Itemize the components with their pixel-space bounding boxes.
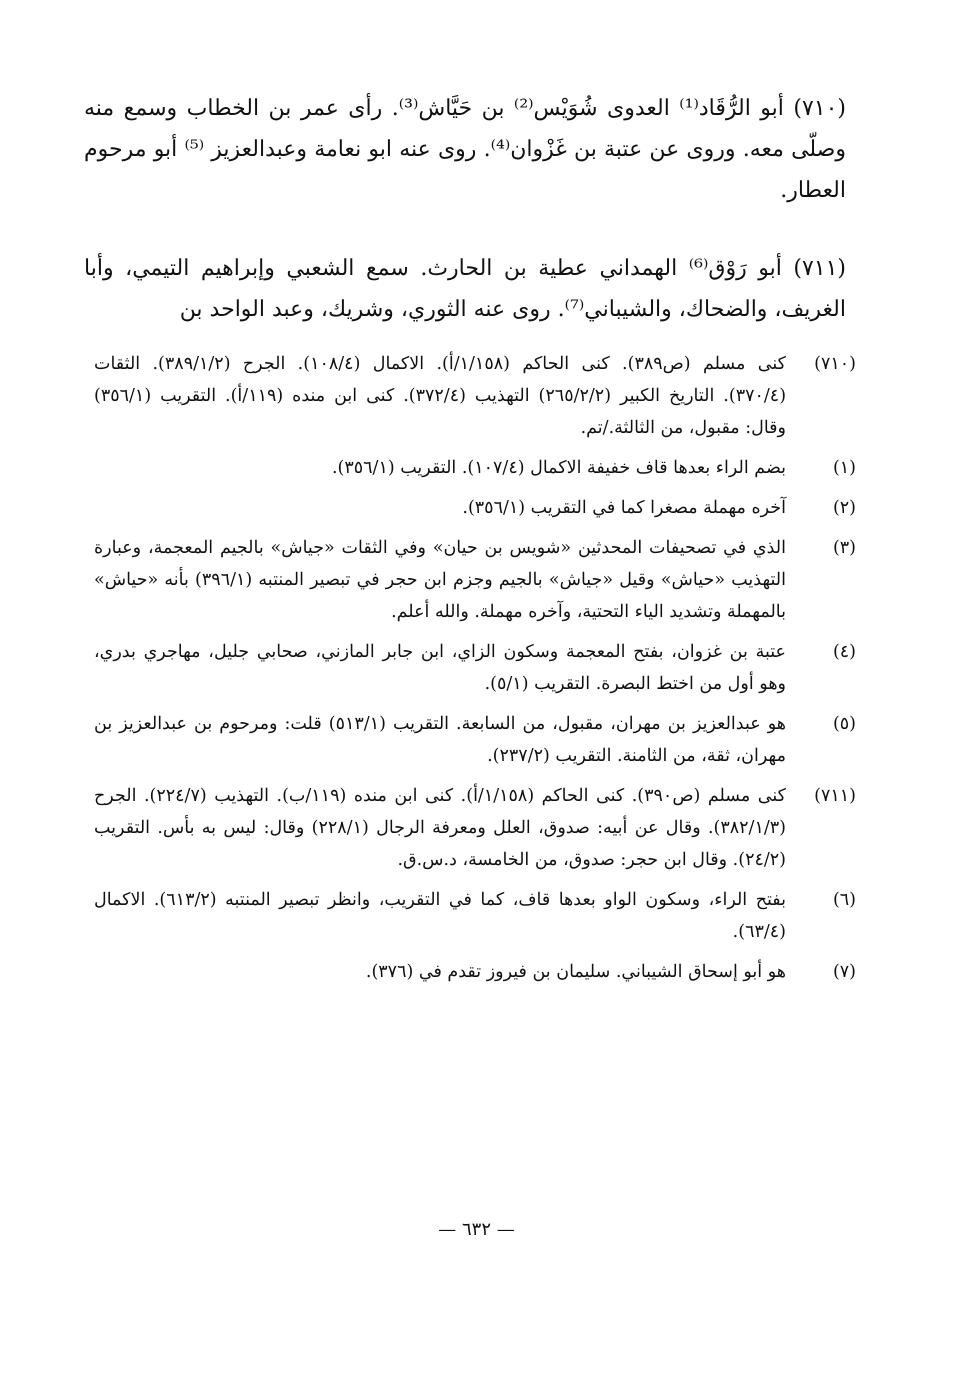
page-number: — ٦٣٢ — [438, 1219, 515, 1240]
footnote-number: (٤) [832, 642, 856, 662]
footnote-text: بفتح الراء، وسكون الواو بعدها قاف، كما في التقريب، وانظر تبصير المنتبه (٦١٣/٢). الاكمال (٦٣/٤). [94, 890, 786, 942]
footnote-text: كنى مسلم (ص٣٩٠). كنى الحاكم (١/١٥٨/أ). كنى ابن منده (١١٩/ب). التهذيب (٢٢٤/٧). الجرح (٣٨٢/١/٣). وقال عن أبيه: صدوق، العلل ومعرفة الرجال (٢٢٨/١) وقال: ليس به بأس. التقريب (٢٤/٢). وقال ابن حجر: صدوق، من الخامسة، د.س.ق. [94, 786, 786, 870]
footnote-4 [94, 636, 856, 700]
footnote-number: (٧) [832, 962, 856, 982]
footnote-text: عتبة بن غزوان، بفتح المعجمة وسكون الزاي، ابن جابر المازني، صحابي جليل، مهاجري بدري، وهو أول من اختط البصرة. التقريب (٥/١). [94, 642, 786, 694]
entry-711 [84, 248, 846, 330]
footnote-711 [94, 780, 856, 876]
footnote-number: (٥) [832, 714, 856, 734]
entry-710-text: (٧١٠) أبو الرُّقَاد⁽¹⁾ العدوى شُوَيْس⁽²⁾ بن حَيَّاش⁽³⁾. رأى عمر بن الخطاب وسمع منه وصلّى معه. وروى عن عتبة بن غَزْوان⁽⁴⁾. روى عنه ابو نعامة وعبدالعزيز ⁽⁵⁾ أبو مرحوم العطار. [84, 96, 846, 203]
footnote-7 [94, 956, 856, 988]
footnote-text: هو عبدالعزيز بن مهران، مقبول، من السابعة. التقريب (٥١٣/١) قلت: ومرحوم بن عبدالعزيز بن مهران، ثقة، من الثامنة. التقريب (٢٣٧/٢). [94, 714, 786, 766]
footnote-number: (٢) [832, 498, 856, 518]
footnote-2 [94, 492, 856, 524]
footnote-number: (٦) [832, 890, 856, 910]
footnote-number: (٧١١) [814, 786, 856, 806]
footnote-text: بضم الراء بعدها قاف خفيفة الاكمال (١٠٧/٤). التقريب (٣٥٦/١). [331, 458, 786, 478]
footnote-number: (٧١٠) [814, 354, 856, 374]
footnote-number: (٣) [832, 538, 856, 558]
footnote-text: كنى مسلم (ص٣٨٩). كنى الحاكم (١/١٥٨/أ). الاكمال (١٠٨/٤). الجرح (٣٨٩/١/٢). الثقات (٣٧٠/٤). التاريخ الكبير (٢٦٥/٢/٢) التهذيب (٣٧٢/٤). كنى ابن منده (١١٩/أ). التقريب (٣٥٦/١) وقال: مقبول، من الثالثة./تم. [94, 354, 787, 438]
footnote-1 [94, 452, 856, 484]
footnote-text: هو أبو إسحاق الشيباني. سليمان بن فيروز تقدم في (٣٧٦). [365, 962, 786, 982]
entry-710 [84, 88, 846, 211]
footnote-5 [94, 708, 856, 772]
footnote-text: آخره مهملة مصغرا كما في التقريب (٣٥٦/١). [462, 498, 786, 518]
footnote-number: (١) [832, 458, 856, 478]
footnote-6 [94, 884, 856, 948]
footnote-3 [94, 532, 856, 628]
entry-711-text: (٧١١) أبو رَوْق⁽⁶⁾ الهمداني عطية بن الحارث. سمع الشعبي وإبراهيم التيمي، وأبا الغريف، والضحاك، والشيباني⁽⁷⁾. روى عنه الثوري، وشريك، وعبد الواحد بن [84, 256, 847, 322]
footnote-text: الذي في تصحيفات المحدثين «شويس بن حيان» وفي الثقات «جياش» بالجيم المعجمة، وعبارة التهذيب «حياش» وقيل «جياش» بالجيم وجزم ابن حجر في تبصير المنتبه (٣٩٦/١) بأنه «حياش» بالمهملة وتشديد الياء التحتية، وآخره مهملة. والله أعلم. [94, 538, 787, 622]
footnote-710 [94, 348, 856, 444]
footnotes [94, 348, 856, 996]
